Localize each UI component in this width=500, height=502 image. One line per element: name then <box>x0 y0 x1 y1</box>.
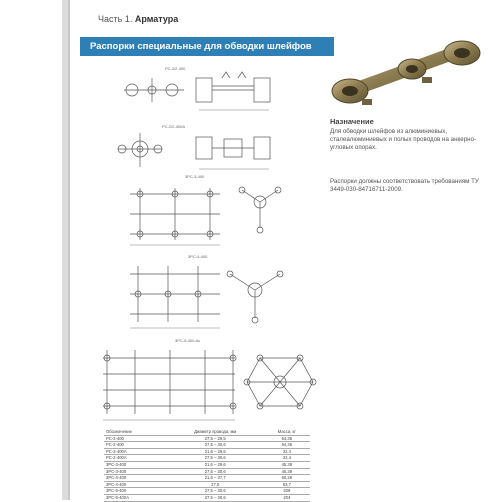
table-header: Диаметр провода, мм <box>167 429 264 435</box>
table-cell: РС-2-400 <box>104 442 167 449</box>
table-row <box>104 475 310 482</box>
table-cell: 27,5 – 30,6 <box>167 494 264 501</box>
table-cell: 21,6 – 37,7 <box>167 475 264 482</box>
section-header <box>98 14 178 24</box>
table-cell: 27,5 <box>167 481 264 488</box>
section-prefix: Часть 1. <box>98 14 133 24</box>
table-cell: 3РС-4-400 <box>104 481 167 488</box>
table-cell: 54,36 <box>264 442 310 449</box>
table-cell: 27,5 – 29,5 <box>167 435 264 442</box>
table-cell: РС-2-400 <box>104 435 167 442</box>
table-cell: 32,4 <box>264 448 310 455</box>
table-header: Обозначение <box>104 429 167 435</box>
table-header: Масса, кг <box>264 429 310 435</box>
purpose-text: Для обводки шлейфов из алюминиевых, сталеалюминиевых и полых проводов на анкерно-угловых опорах. <box>330 128 477 152</box>
table-cell: 60,28 <box>264 475 310 482</box>
table-cell: 27,5 – 30,6 <box>167 442 264 449</box>
table-cell: РС-2-400А <box>104 448 167 455</box>
drawing-rs2 <box>104 70 284 116</box>
table-cell: 3РС-3-400 <box>104 468 167 475</box>
table-cell: 3РС-3-400 <box>104 461 167 468</box>
table-cell: 21,6 – 29,6 <box>167 461 264 468</box>
table-cell: 45,38 <box>264 468 310 475</box>
table-row <box>104 488 310 495</box>
specs-table <box>104 429 310 502</box>
table-row <box>104 448 310 455</box>
table-row <box>104 442 310 449</box>
drawing-rs5 <box>95 344 320 426</box>
product-photo <box>322 35 492 110</box>
table-cell: 27,5 – 30,6 <box>167 455 264 462</box>
table-row <box>104 494 310 501</box>
drawing-label-rs4: 3РС-4-400 <box>188 254 208 259</box>
table-row <box>104 435 310 442</box>
drawing-rs3 <box>120 180 300 250</box>
table-cell: 54,36 <box>264 435 310 442</box>
table-cell: 3РС-5-400 <box>104 488 167 495</box>
table-cell: 45,38 <box>264 461 310 468</box>
drawing-label-rs2: РС-2/2-400 <box>165 66 186 71</box>
section-name: Арматура <box>134 14 179 24</box>
table-cell: 209 <box>264 488 310 495</box>
table-row <box>104 461 310 468</box>
table-cell: 32,4 <box>264 455 310 462</box>
table-cell: 21,6 – 29,6 <box>167 448 264 455</box>
drawing-label-rs2a: РС-2/2-400А <box>162 124 186 129</box>
drawing-rs2a <box>104 127 284 175</box>
requirements-text: Распорки должны соответствовать требованиям ТУ 3449-030-84716711-2009. <box>330 178 479 194</box>
purpose-heading: Назначение <box>330 117 374 126</box>
drawing-label-rs5: 3РС-5-400-Ac <box>175 338 201 343</box>
drawing-rs4 <box>120 260 300 332</box>
table-row <box>104 455 310 462</box>
table-cell: 27,5 – 30,6 <box>167 488 264 495</box>
drawing-label-rs3: 3РС-3-400 <box>185 174 205 179</box>
table-cell: 3РС-4-400 <box>104 475 167 482</box>
table-row <box>104 481 310 488</box>
table-cell: 27,5 – 30,6 <box>167 468 264 475</box>
table-cell: 63,7 <box>264 481 310 488</box>
page-title: Распорки специальные для обводки шлейфов <box>80 37 320 56</box>
table-cell: РС-2-400А <box>104 455 167 462</box>
table-row <box>104 468 310 475</box>
table-cell: 3РС-5-400А <box>104 494 167 501</box>
table-cell: 204 <box>264 494 310 501</box>
